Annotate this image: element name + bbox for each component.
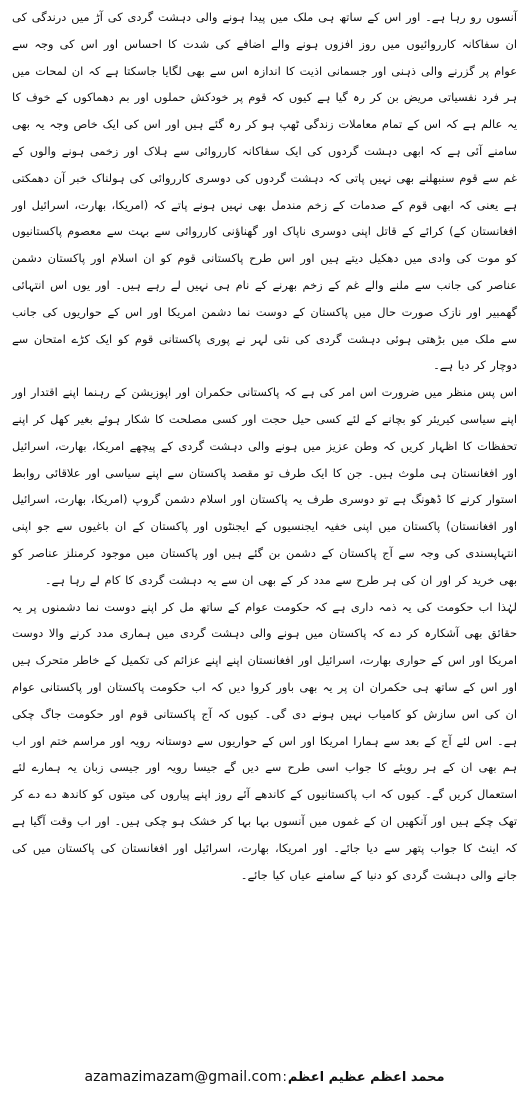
article-paragraph-3: لہٰذا اب حکومت کی یہ ذمہ داری ہے کہ حکومت عوام کے ساتھ مل کر اپنے دوست نما دشمنوں پر یہ حقائق بھی آشکارہ کر دے کہ پاکستان میں ہونے والی دہشت گردی میں ہماری مدد کرنے والا دوست امریکا اور اس کے حواری بھارت، اسرائیل اور افغانستان اپنے اپنے عزائم کی تکمیل کے خاطر متحرک ہیں اور اس کے ساتھ ہی حکمران ان پر یہ بھی باور کروا دیں کہ اب حکومت پاکستان اور پاکستانی عوام ان کی اس سازش کو کامیاب نہیں ہونے دی گی۔ کیوں کہ آج پاکستانی قوم اور حکومت جاگ چکی ہے۔ اس لئے آج کے بعد سے ہمارا امریکا اور اس کے حواریوں سے دوستانہ رویہ اور مراسم ختم اور اب ہم بھی ان کے ہر رویئے کا جواب اسی طرح سے دیں گے جیسا رویہ اور جیسی زبان یہ ہمارے لئے استعمال کریں گے۔ کیوں کہ اب پاکستانیوں کے کاندھے آئے روز اپنے پیاروں کی میتوں کو کاندھ دے دے کر تھک چکے ہیں اور آنکھیں ان کے غموں میں آنسوں بہا بہا کر خشک ہو چکی ہیں۔ اور اب وقت آگیا ہے کہ اینٹ کا جواب پتھر سے دیا جائے۔ اور امریکا، بھارت، اسرائیل اور افغانستان کی پاکستان میں کی جانے والی دہشت گردی کو دنیا کے سامنے عیاں کیا جائے۔ — [12, 599, 517, 882]
author-signature — [0, 1066, 529, 1089]
author-email[interactable]: azamazimazam@gmail.com — [84, 1069, 282, 1085]
article-paragraph-2: اس پس منظر میں ضرورت اس امر کی ہے کہ پاکستانی حکمران اور اپوزیشن کے رہنما اپنے اقتدار اور اپنے سیاسی کیریئر کو بچانے کے لئے کسی حیل حجت اور کسی مصلحت کا شکار ہوئے بغیر کھل کر اپنے تحفظات کا اظہار کریں کہ وطن عزیز میں ہونے والی دہشت گردی کے پیچھے امریکا، بھارت، اسرائیل اور افغانستان ہی ملوث ہیں۔ جن کا ایک طرف تو مقصد پاکستان سے اپنے سیاسی اور علاقائی روابط استوار کرنے کا ڈھونگ ہے تو دوسری طرف یہ پاکستان اور اسلام دشمن گروپ (امریکا، بھارت، اسرائیل اور افغانستان) پاکستان میں اپنی خفیہ ایجنسیوں کے ایجنٹوں اور پاکستان کے ان باغیوں سے جو اپنی انتہاپسندی کی وجہ سے آج پاکستان کے دشمن بن گئے ہیں اور پاکستان میں موجود کرمنلز عناصر کو بھی خرید کر اور ان کی ہر طرح سے مدد کر کے بھی ان سے یہ دہشت گردی کا کام لے رہا ہے۔ — [12, 385, 517, 587]
article-paragraph-1: آنسوں رو رہا ہے۔ اور اس کے ساتھ ہی ملک میں پیدا ہونے والی دہشت گردی کی آڑ میں درندگی کی ان سفاکانہ کارروائیوں میں روز افزوں ہونے والے اضافے کی شدت کا احساس اور اس کی وجہ سے عوام پر گزرنے والی ذہنی اور جسمانی اذیت کا اندازہ اس سے بھی لگایا جاسکتا ہے کہ ان لمحات میں ہر فرد نفسیاتی مریض بن کر رہ گیا ہے کیوں کہ قوم پر خودکش حملوں اور بم دھماکوں کے خوف کا یہ عالم ہے کہ اس کے تمام معاملات زندگی ٹھپ ہو کر رہ گئے ہیں اور اس کی ایک خاص وجہ یہ بھی سامنے آئی ہے کہ ابھی دہشت گردوں کی ایک سفاکانہ کارروائی سے ہلاک اور زخمی ہونے والوں کے غم سے قوم سنبھلنے بھی نہیں پاتی کہ دہشت گردوں کی دوسری کارروائی کی ہولناک خبر آن دھمکتی ہے یعنی کہ ابھی قوم کے صدمات کے زخم مندمل بھی نہیں ہونے پاتے کہ (امریکا، بھارت، اسرائیل اور افغانستان کے) کرائے کے قاتل اپنی دوسری ناپاک اور گھناؤنی کارروائی سے بہت سے معصوم پاکستانیوں کو موت کی وادی میں دھکیل دیتے ہیں اور اس طرح پاکستانی قوم کو ان اسلام اور پاکستان دشمن عناصر کی جانب سے ملنے والے غم کے زخم بھرنے کے نام ہی نہیں لے رہے ہیں۔ اور یوں اس انتہائی گھمبیر اور نازک صورت حال میں پاکستان کے دوست نما دشمن امریکا اور اس کے حواریوں کی جانب سے ملک میں بڑھتی ہوئی دہشت گردی کی نئی لہر نے پوری پاکستانی قوم کو ایک کڑے امتحان سے دوچار کر دیا ہے۔ — [12, 10, 517, 373]
article-body — [12, 4, 517, 888]
signature-separator: : — [282, 1070, 287, 1085]
author-name: محمد اعظم عظیم اعظم — [287, 1070, 445, 1085]
